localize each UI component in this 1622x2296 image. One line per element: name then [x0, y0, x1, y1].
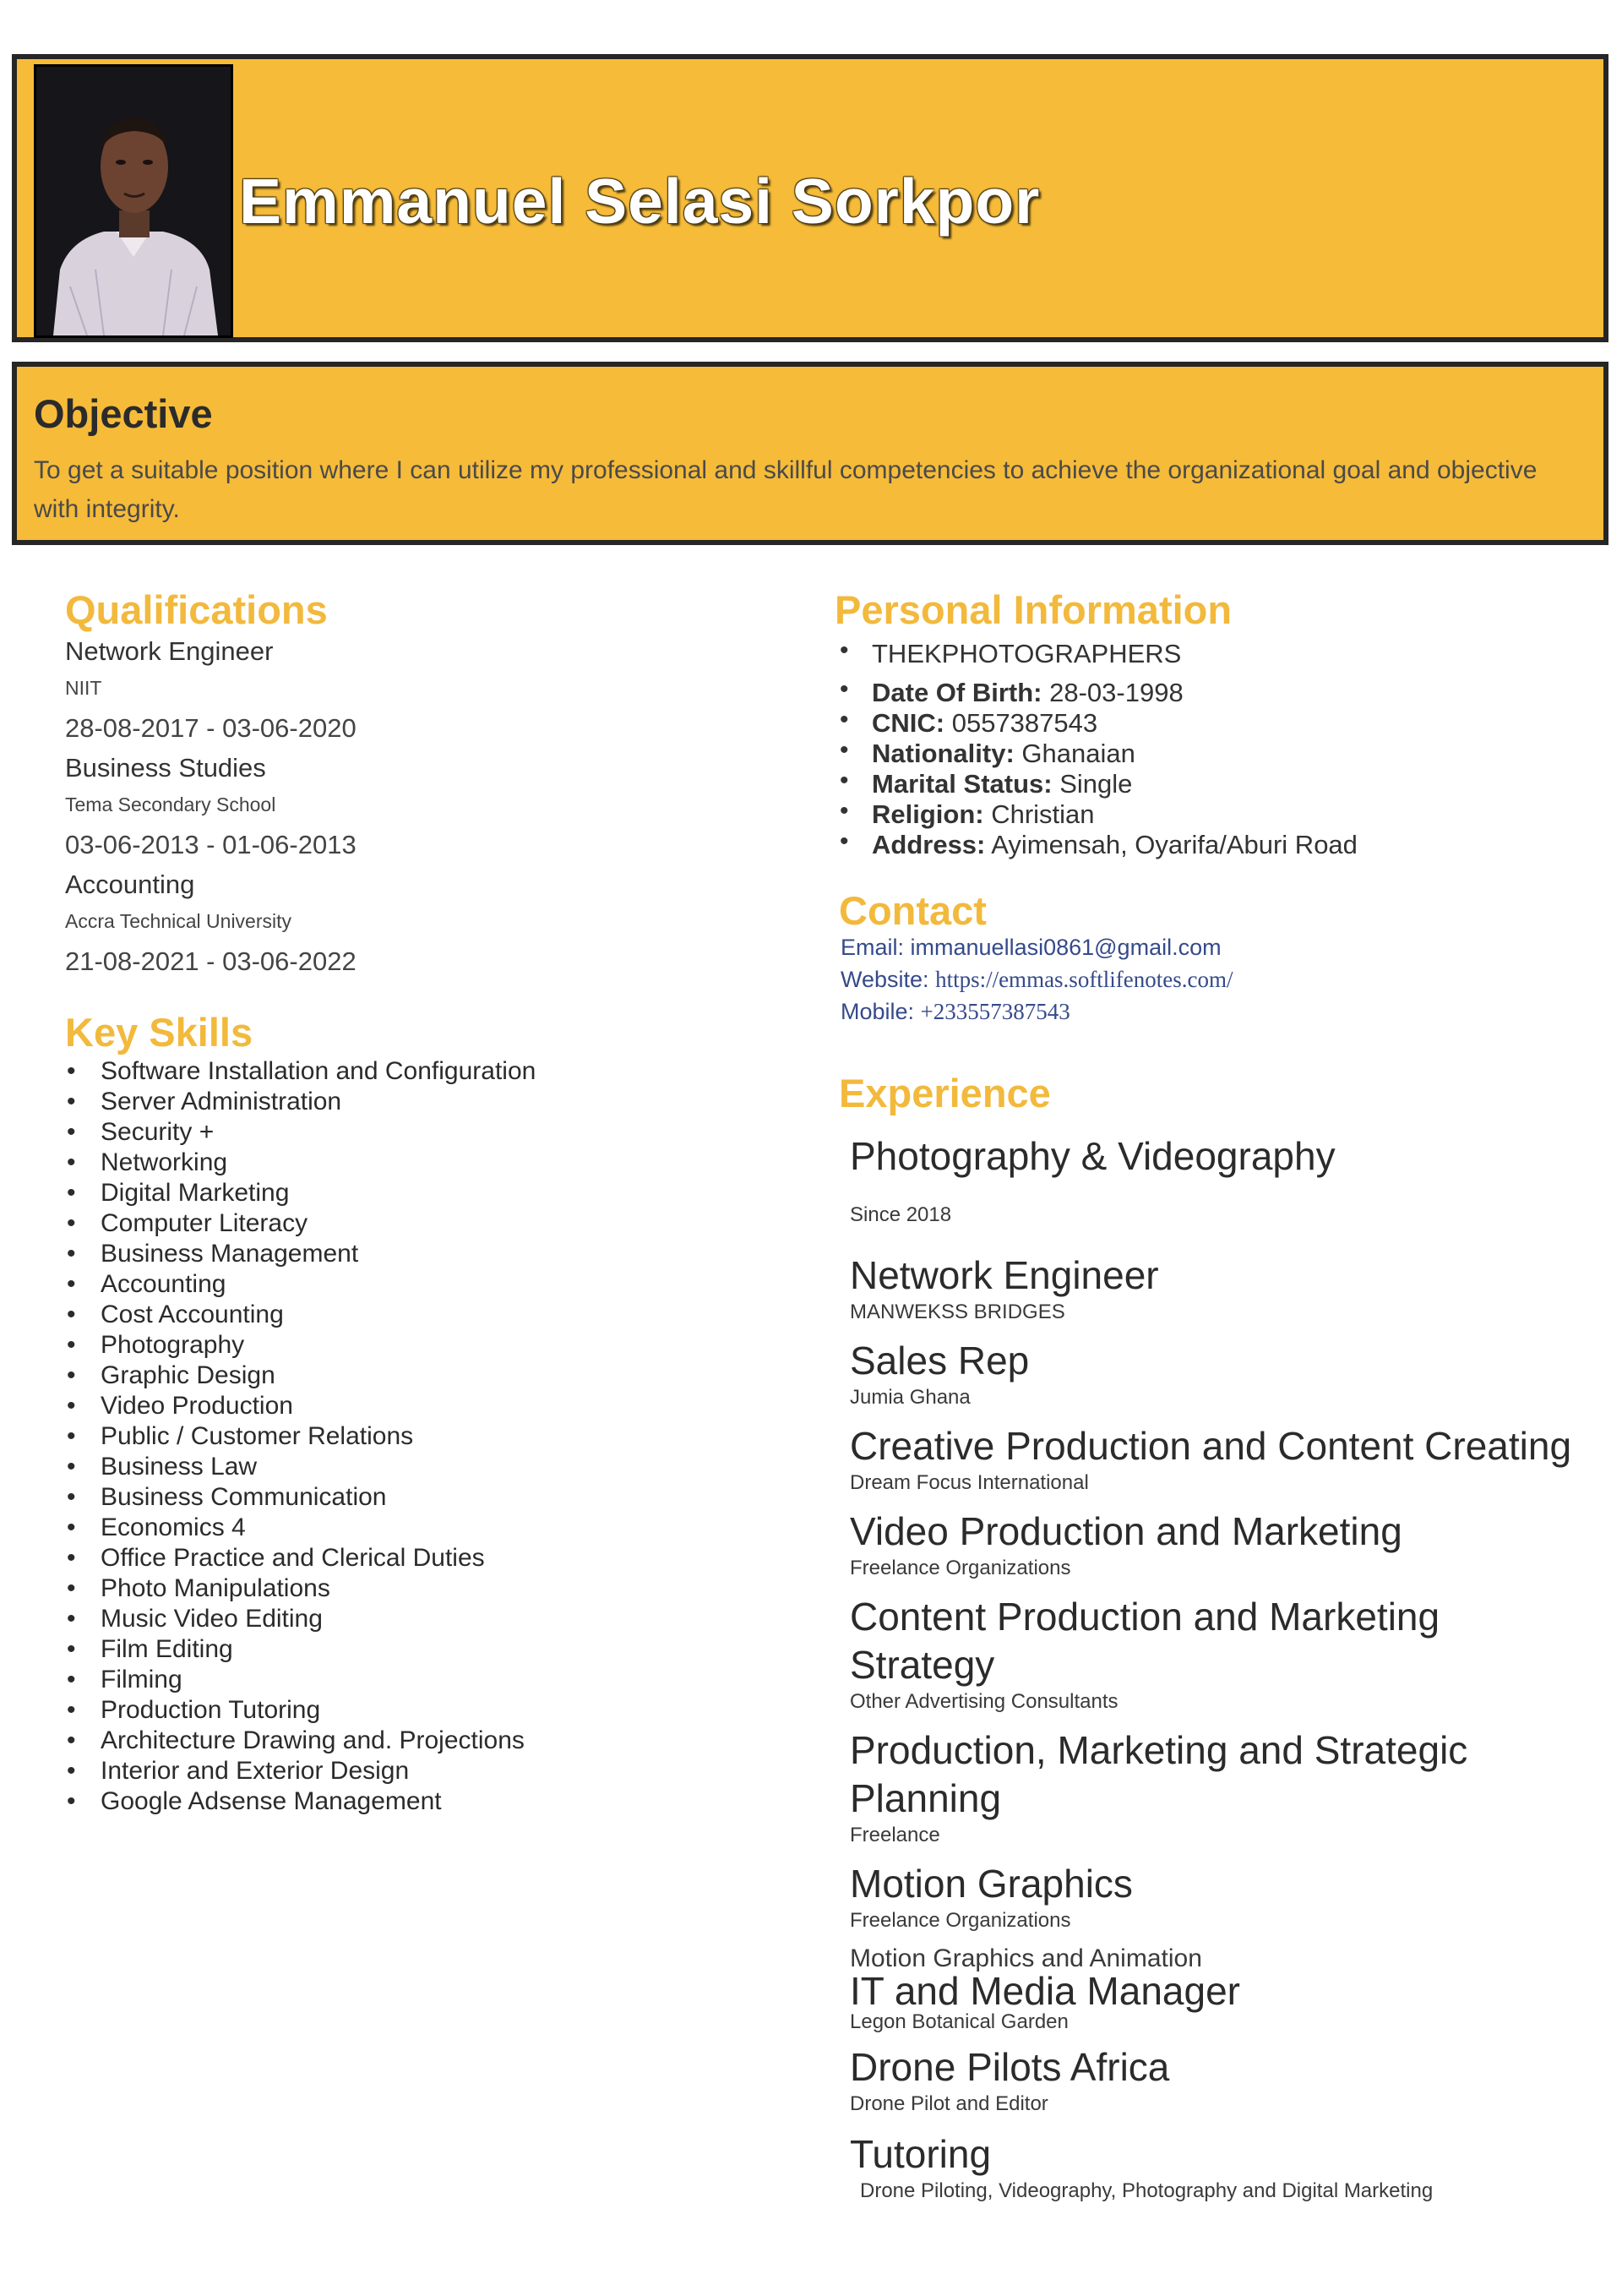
experience-subtitle: Legon Botanical Garden [850, 2010, 1069, 2033]
skill-item: • Public / Customer Relations [101, 1421, 536, 1452]
personal-info-value: Single [1052, 769, 1133, 799]
skill-item: • Film Editing [101, 1634, 536, 1665]
qualification-item [65, 753, 357, 860]
skill-item: • Business Law [101, 1452, 536, 1482]
experience-subtitle: Jumia Ghana [850, 1386, 971, 1409]
personal-info-label: Address: [872, 830, 986, 859]
skill-item: • Photography [101, 1330, 536, 1361]
experience-title-text: Sales Rep [850, 1339, 1030, 1383]
experience-item [850, 1252, 1593, 1325]
mobile-number: +233557387543 [920, 999, 1070, 1024]
qualification-dates: 03-06-2013 - 01-06-2013 [65, 830, 357, 859]
skill-item: • Economics 4 [101, 1513, 536, 1543]
skill-item: • Production Tutoring [101, 1695, 536, 1726]
contact-title: Contact [839, 888, 987, 933]
experience-title-text: Drone Pilots Africa [850, 2045, 1170, 2089]
skill-item: • Architecture Drawing and. Projections [101, 1726, 536, 1756]
experience-subtitle: Other Advertising Consultants [850, 1690, 1119, 1713]
experience-subtitle: Dream Focus International [850, 1471, 1089, 1494]
experience-title-text: Production, Marketing and Strategic Planning [850, 1728, 1468, 1820]
experience-item [850, 1593, 1593, 1715]
experience-item [850, 1860, 1593, 1933]
website-link[interactable]: https://emmas.softlifenotes.com/ [935, 967, 1233, 992]
experience-title: Experience [839, 1071, 1051, 1115]
personal-info-title: Personal Information [835, 587, 1233, 632]
qualification-institution: Tema Secondary School [65, 794, 276, 815]
personal-info-value: Christian [983, 799, 1095, 829]
experience-title-text: Creative Production and Content Creating [850, 1424, 1572, 1468]
objective-section [12, 362, 1608, 545]
experience-subtitle: Freelance Organizations [850, 1557, 1071, 1579]
qualification-dates: 21-08-2021 - 03-06-2022 [65, 946, 357, 976]
experience-item [850, 1726, 1593, 1848]
skill-item: • Server Administration [101, 1087, 536, 1117]
experience-item [850, 2043, 1593, 2117]
experience-title-text: Video Production and Marketing [850, 1509, 1402, 1553]
email-label: Email: [841, 935, 911, 960]
qualification-dates: 28-08-2017 - 03-06-2020 [65, 713, 357, 743]
profile-photo [34, 64, 233, 338]
personal-info-label: CNIC: [872, 708, 945, 738]
experience-title-text: Network Engineer [850, 1253, 1159, 1297]
skill-item: • Video Production [101, 1391, 536, 1421]
skill-item: • Photo Manipulations [101, 1573, 536, 1604]
personal-info-list [836, 639, 1358, 860]
skill-item: • Office Practice and Clerical Duties [101, 1543, 536, 1573]
experience-item [850, 1337, 1593, 1410]
skill-item: • Interior and Exterior Design [101, 1756, 536, 1786]
experience-title-text: Content Production and Marketing Strategy [850, 1595, 1440, 1687]
experience-pretitle: Motion Graphics and Animation [850, 1944, 1202, 1972]
contact-website-row [841, 963, 1233, 995]
qualification-title: Accounting [65, 870, 195, 899]
personal-info-item [872, 678, 1358, 708]
experience-title-text: Motion Graphics [850, 1862, 1133, 1906]
skill-item: • Digital Marketing [101, 1178, 536, 1208]
skill-item: • Google Adsense Management [101, 1786, 536, 1817]
candidate-name: Emmanuel Selasi Sorkpor [239, 166, 1041, 237]
skill-item: • Accounting [101, 1269, 536, 1300]
experience-subtitle: Drone Pilot and Editor [850, 2092, 1048, 2115]
personal-info-item [872, 799, 1358, 830]
personal-info-label: Date Of Birth: [872, 678, 1042, 707]
experience-subtitle: Freelance [850, 1824, 940, 1846]
skill-item: • Graphic Design [101, 1361, 536, 1391]
skill-item: • Business Communication [101, 1482, 536, 1513]
skill-item: • Computer Literacy [101, 1208, 536, 1239]
personal-info-label: Religion: [872, 799, 984, 829]
personal-info-value: 0557387543 [944, 708, 1098, 738]
experience-item [850, 1422, 1593, 1496]
contact-email-row [841, 931, 1233, 963]
personal-info-value: Ayimensah, Oyarifa/Aburi Road [985, 830, 1358, 859]
mobile-label: Mobile: [841, 999, 921, 1024]
qualification-institution: NIIT [65, 677, 102, 699]
skill-item: • Music Video Editing [101, 1604, 536, 1634]
qualification-title: Network Engineer [65, 636, 274, 666]
skill-item: • Networking [101, 1148, 536, 1178]
skills-list [65, 1056, 536, 1817]
personal-info-label: Nationality: [872, 739, 1015, 768]
qualifications-title: Qualifications [65, 587, 328, 632]
qualification-title: Business Studies [65, 753, 266, 783]
experience-subtitle: Since 2018 [850, 1203, 952, 1226]
personal-info-item [872, 708, 1358, 739]
qualification-item [65, 870, 357, 977]
skill-item: • Security + [101, 1117, 536, 1148]
personal-info-item [872, 830, 1358, 860]
skill-item: • Filming [101, 1665, 536, 1695]
experience-item [850, 1132, 1593, 1228]
qualification-item [65, 636, 357, 744]
contact-block [841, 931, 1233, 1028]
experience-item [850, 1945, 1593, 2035]
experience-title-text: Photography & Videography [850, 1134, 1336, 1178]
skill-item: • Business Management [101, 1239, 536, 1269]
objective-title: Objective [34, 391, 213, 436]
objective-text: To get a suitable position where I can utilize my professional and skillful competencies to achieve the organizational goal and objective with integrity. [34, 456, 1538, 523]
experience-subtitle: Freelance Organizations [850, 1909, 1071, 1932]
key-skills-title: Key Skills [65, 1010, 253, 1055]
personal-info-item [872, 769, 1358, 799]
personal-info-value: 28-03-1998 [1042, 678, 1184, 707]
skill-item: • Software Installation and Configuration [101, 1056, 536, 1087]
experience-title-text: Tutoring [850, 2132, 992, 2176]
person-portrait-icon [36, 67, 231, 335]
header-banner [12, 54, 1608, 342]
personal-info-brand: • THEKPHOTOGRAPHERS [872, 639, 1358, 669]
email-link[interactable]: immanuellasi0861@gmail.com [910, 935, 1222, 960]
experience-item [850, 2130, 1593, 2204]
experience-item [850, 1508, 1593, 1581]
personal-info-value: Ghanaian [1014, 739, 1135, 768]
personal-info-item [872, 739, 1358, 769]
experience-list [850, 1132, 1593, 2204]
qualification-institution: Accra Technical University [65, 910, 292, 932]
personal-info-label: Marital Status: [872, 769, 1053, 799]
contact-mobile-row [841, 995, 1233, 1028]
experience-title-text: IT and Media Manager [850, 1969, 1240, 2013]
skill-item: • Cost Accounting [101, 1300, 536, 1330]
website-label: Website: [841, 967, 936, 992]
experience-subtitle: MANWEKSS BRIDGES [850, 1301, 1065, 1323]
experience-subtitle: Drone Piloting, Videography, Photography and Digital Marketing [860, 2179, 1434, 2202]
